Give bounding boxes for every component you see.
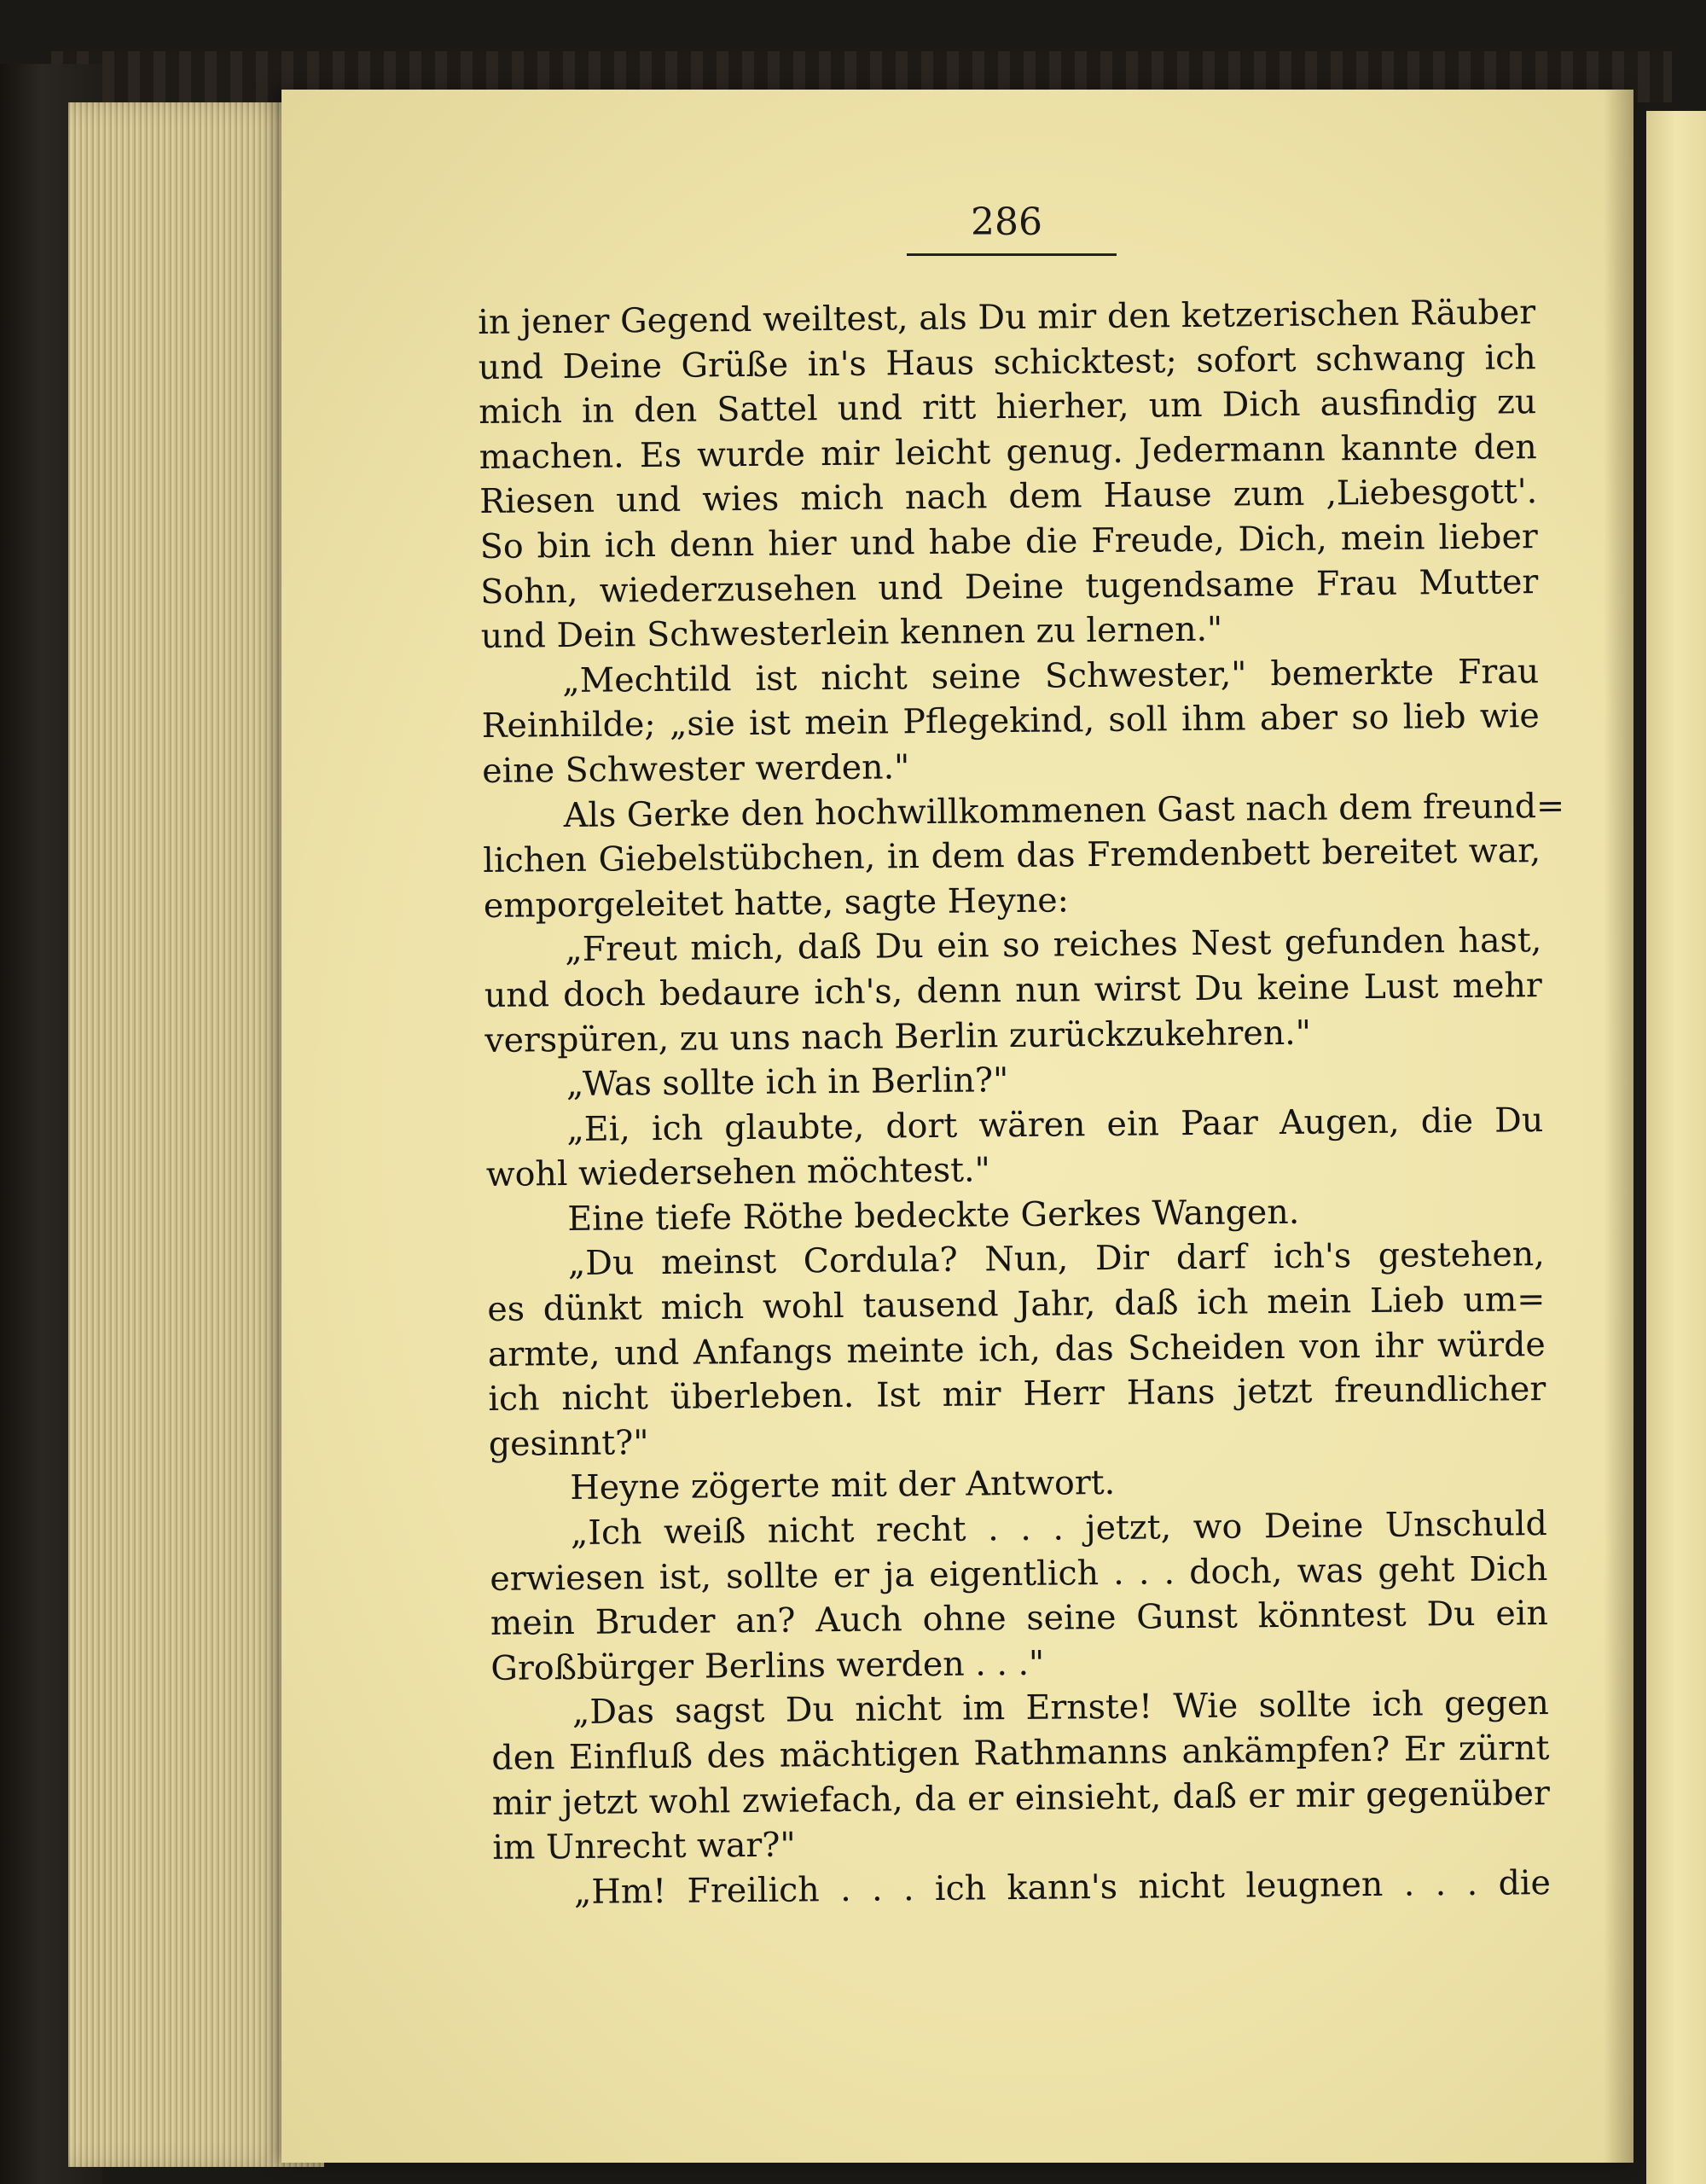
- text-line: in jener Gegend weiltest, als Du mir den ketzerischen Räuber: [478, 293, 1536, 342]
- text-line: emporgeleitet hatte, sagte Heyne:: [483, 880, 1070, 926]
- text-line: „Mechtild ist nicht seine Schwester," bemerkte Frau: [562, 651, 1540, 700]
- text-line: So bin ich denn hier und habe die Freude, Dich, mein lieber: [479, 517, 1538, 566]
- text-line: verspüren, zu uns nach Berlin zurückzukehren.": [485, 1013, 1312, 1060]
- text-line: Riesen und wies mich nach dem Hause zum ‚Liebesgott'.: [479, 472, 1538, 522]
- facing-page-edge: [1646, 111, 1706, 2184]
- text-line: Sohn, wiederzusehen und Deine tugendsame Frau Mutter: [480, 561, 1539, 612]
- text-line: mich in den Sattel und ritt hierher, um Dich ausfindig zu: [479, 382, 1537, 433]
- text-line: „Ich weiß nicht recht . . . jetzt, wo Deine Unschuld: [570, 1504, 1548, 1554]
- text-line: wohl wiedersehen möchtest.": [485, 1150, 991, 1195]
- page-gutter-shadow: [1604, 90, 1633, 2163]
- text-line: es dünkt mich wohl tausend Jahr, daß ich mein Lieb um=: [487, 1280, 1546, 1330]
- text-line: den Einfluß des mächtigen Rathmanns ankämpfen? Er zürnt: [491, 1728, 1550, 1778]
- text-line: und doch bedaure ich's, denn nun wirst Du keine Lust mehr: [484, 965, 1542, 1015]
- text-line: mir jetzt wohl zwiefach, da er einsieht, daß er mir gegenüber: [491, 1773, 1551, 1823]
- text-line: Eine tiefe Röthe bedeckte Gerkes Wangen.: [567, 1192, 1300, 1239]
- text-line: ich nicht überleben. Ist mir Herr Hans jetzt freundlicher: [488, 1369, 1546, 1420]
- text-line: „Du meinst Cordula? Nun, Dir darf ich's gestehen,: [567, 1234, 1546, 1284]
- text-line: gesinnt?": [488, 1422, 649, 1464]
- text-line: Als Gerke den hochwillkommenen Gast nach dem freund=: [563, 786, 1565, 835]
- text-line: im Unrecht war?": [492, 1825, 796, 1868]
- page-number-rule: [907, 253, 1117, 256]
- body-text: [478, 290, 1565, 1915]
- text-line: und Dein Schwesterlein kennen zu lernen.": [480, 609, 1223, 657]
- text-line: armte, und Anfangs meinte ich, das Scheiden von ihr würde: [487, 1324, 1546, 1374]
- text-line: Reinhilde; „sie ist mein Pflegekind, soll ihm aber so lieb wie: [481, 696, 1540, 746]
- text-line: „Hm! Freilich . . . ich kann's nicht leugnen . . . die: [573, 1862, 1552, 1912]
- text-line: eine Schwester werden.": [482, 747, 910, 791]
- text-line: erwiesen ist, sollte er ja eigentlich . . . doch, was geht Dich: [490, 1548, 1548, 1599]
- text-line: Großbürger Berlins werden . . .": [490, 1643, 1045, 1688]
- text-line: „Ei, ich glaubte, dort wären ein Paar Augen, die Du: [566, 1100, 1544, 1149]
- text-line: „Was sollte ich in Berlin?": [566, 1060, 1009, 1105]
- text-line: „Freut mich, daß Du ein so reiches Nest gefunden hast,: [565, 921, 1542, 970]
- text-line: lichen Giebelstübchen, in dem das Fremdenbett bereitet war,: [483, 831, 1541, 881]
- text-line: Heyne zögerte mit der Antwort.: [570, 1463, 1116, 1508]
- text-line: machen. Es wurde mir leicht genug. Jedermann kannte den: [479, 427, 1537, 477]
- page-number: 286: [971, 200, 1042, 244]
- text-line: und Deine Grüße in's Haus schicktest; sofort schwang ich: [478, 337, 1536, 387]
- text-line: „Das sagst Du nicht im Ernste! Wie sollte ich gegen: [572, 1683, 1550, 1733]
- text-line: mein Bruder an? Auch ohne seine Gunst könntest Du ein: [490, 1594, 1549, 1644]
